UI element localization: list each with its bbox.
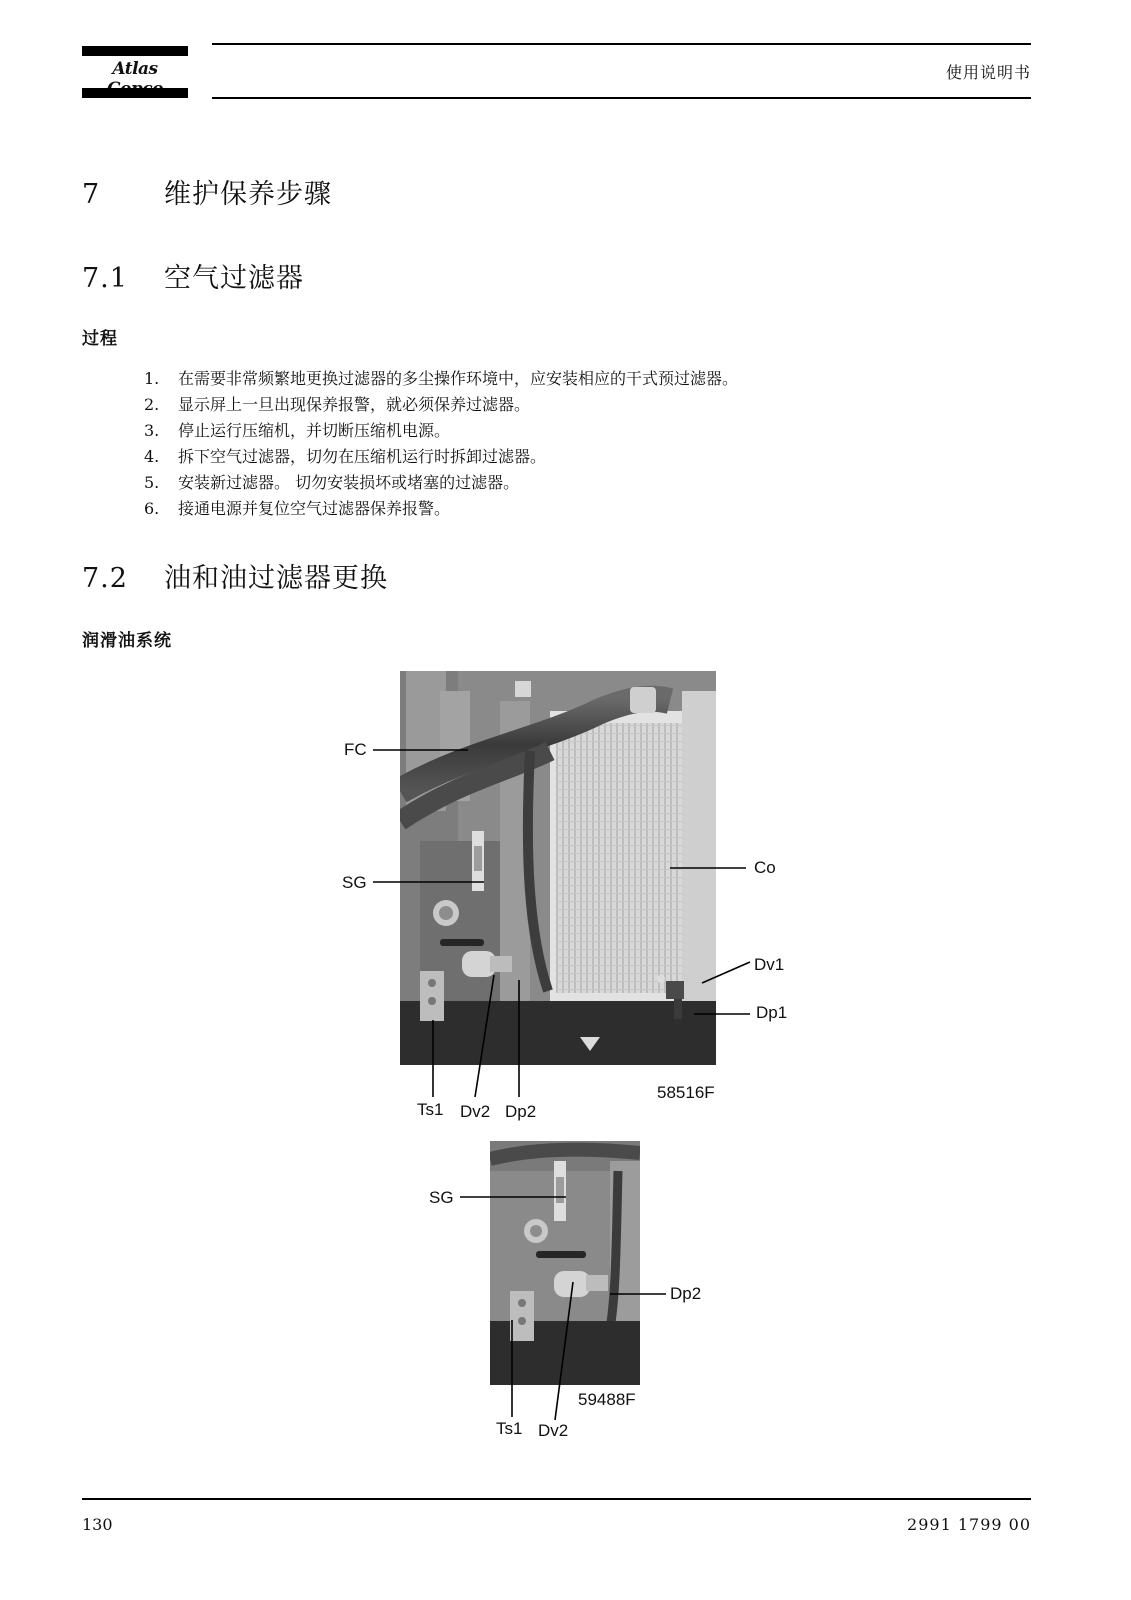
label-sg-closeup: SG (429, 1188, 454, 1207)
figure-1-id: 58516F (657, 1083, 715, 1102)
document-number: 2991 1799 00 (907, 1515, 1031, 1534)
step-item: 3. 停止运行压缩机，并切断压缩机电源。 (144, 421, 451, 440)
label-dv2: Dv2 (460, 1102, 491, 1121)
step-item: 2. 显示屏上一旦出现保养报警，就必须保养过滤器。 (144, 395, 531, 414)
step-item: 6. 接通电源并复位空气过滤器保养报警。 (144, 499, 451, 518)
procedure-subheading: 过程 (82, 329, 118, 349)
step-item: 1. 在需要非常频繁地更换过滤器的多尘操作环境中，应安装相应的干式预过滤器。 (144, 369, 739, 388)
label-ts1: Ts1 (417, 1100, 444, 1119)
label-dv1: Dv1 (754, 955, 785, 974)
figure-2-id: 59488F (578, 1390, 636, 1409)
label-dp2: Dp2 (505, 1102, 537, 1121)
chapter-number: 7 (82, 179, 101, 210)
label-dp2-closeup: Dp2 (670, 1284, 702, 1303)
page-number: 130 (82, 1515, 113, 1534)
footer-rule (82, 1498, 1031, 1500)
section-7-2-number: 7.2 (82, 563, 128, 594)
label-ts1-closeup: Ts1 (496, 1419, 523, 1438)
step-item: 5. 安装新过滤器。 切勿安装损坏或堵塞的过滤器。 (144, 473, 520, 492)
lubrication-subheading: 润滑油系统 (82, 631, 172, 651)
label-dv2-closeup: Dv2 (538, 1421, 569, 1440)
section-7-1-title: 空气过滤器 (164, 263, 304, 294)
label-co: Co (754, 858, 776, 877)
chapter-title: 维护保养步骤 (164, 179, 332, 210)
section-7-1-number: 7.1 (82, 263, 128, 294)
section-7-2-title: 油和油过滤器更换 (164, 563, 388, 594)
label-dp1: Dp1 (756, 1003, 788, 1022)
step-item: 4. 拆下空气过滤器，切勿在压缩机运行时拆卸过滤器。 (144, 447, 547, 466)
header-doc-type: 使用说明书 (945, 63, 1031, 82)
brand-name: Atlas (112, 59, 158, 79)
label-sg: SG (342, 873, 367, 892)
label-fc: FC (344, 740, 367, 759)
